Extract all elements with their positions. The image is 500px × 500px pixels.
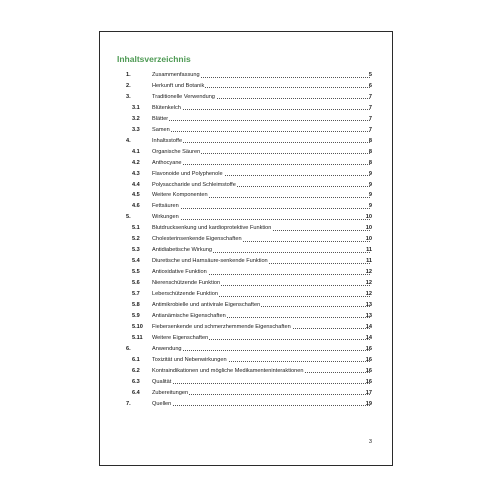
toc-entry-page: 7 — [368, 115, 372, 122]
toc-entry — [100, 399, 392, 409]
toc-entry-label-wrap — [152, 81, 370, 91]
toc-entry-label-wrap — [152, 169, 370, 179]
toc-entry-page: 10 — [365, 225, 372, 232]
toc-entry-number: 6.2 — [132, 367, 140, 374]
toc-entry-number: 4.1 — [132, 148, 140, 155]
toc-entry-label: Toxizität und Nebenwirkungen — [152, 356, 227, 363]
toc-entry-label-wrap — [152, 136, 370, 146]
toc-entry-page: 8 — [368, 159, 372, 166]
toc-entry-label-wrap — [152, 147, 370, 157]
toc-entry-number: 5.2 — [132, 236, 140, 243]
toc-entry-page: 12 — [365, 280, 372, 287]
toc-entry-label-wrap — [152, 322, 370, 332]
toc-leader-dots — [152, 131, 370, 132]
toc-entry-label: Fettsäuren — [152, 203, 179, 210]
toc-entry-label: Antidiabetische Wirkung — [152, 247, 213, 254]
toc-entry-label-wrap — [152, 399, 370, 409]
toc-entry-number: 5.9 — [132, 312, 140, 319]
toc-entry-label-wrap — [152, 125, 370, 135]
toc-entry-label-wrap — [152, 212, 370, 222]
toc-entry-label: Antioxidative Funktion — [152, 269, 207, 276]
toc-entry-label-wrap — [152, 256, 370, 266]
toc-entry-label: Blütenkelch — [152, 104, 181, 111]
toc-entry-label-wrap — [152, 300, 370, 310]
toc-entry-label-wrap — [152, 355, 370, 365]
toc-entry-label: Samen — [152, 126, 170, 133]
toc-entry — [100, 234, 392, 244]
toc-entry-page: 12 — [365, 291, 372, 297]
toc-entry-number: 5. — [126, 214, 131, 221]
toc-entry-label: Zusammenfassung — [152, 72, 200, 78]
toc-entry — [100, 388, 392, 398]
toc-entry — [100, 278, 392, 288]
toc-entry-page: 7 — [368, 104, 372, 111]
toc-entry-number: 5.11 — [132, 334, 143, 341]
page-number: 3 — [368, 439, 372, 445]
toc-entry — [100, 103, 392, 113]
toc-entry-number: 5.1 — [132, 225, 140, 232]
toc-entry-label: Leberschützende Funktion — [152, 291, 218, 297]
toc-entry-page: 10 — [365, 236, 372, 243]
toc-leader-dots — [152, 208, 370, 209]
toc-entry-number: 5.7 — [132, 291, 140, 297]
toc-entry-label: Qualität — [152, 378, 172, 385]
toc-entry-label-wrap — [152, 158, 370, 168]
toc-entry-number: 3.3 — [132, 126, 140, 133]
toc-entry-label-wrap — [152, 245, 370, 255]
toc-entry-number: 5.3 — [132, 247, 140, 254]
toc-entry-label-wrap — [152, 114, 370, 124]
toc-leader-dots — [152, 120, 370, 121]
toc-entry — [100, 311, 392, 321]
toc-entry — [100, 344, 392, 354]
toc-entry-number: 6.4 — [132, 389, 140, 396]
toc-entry — [100, 190, 392, 200]
toc-entry-page: 7 — [368, 126, 372, 133]
toc-entry-number: 4.2 — [132, 159, 140, 166]
toc-entry-label: Antianämische Eigenschaften — [152, 312, 226, 319]
toc-entry-page: 9 — [368, 170, 372, 177]
toc-entry-page: 9 — [368, 181, 372, 188]
toc-entry — [100, 245, 392, 255]
toc-entry-page: 16 — [365, 345, 372, 352]
toc-entry-label: Traditionelle Verwendung — [152, 93, 215, 100]
toc-entry-label-wrap — [152, 311, 370, 321]
toc-entry-label: Herkunft und Botanik — [152, 82, 205, 89]
toc-entry — [100, 70, 392, 80]
toc-entry-page: 9 — [368, 192, 372, 199]
toc-leader-dots — [152, 142, 370, 143]
toc-entry-number: 5.4 — [132, 258, 140, 265]
toc-entry-label: Anthocyane — [152, 159, 182, 166]
toc-entry-label: Diuretische und Harnsäure-senkende Funktion — [152, 258, 268, 265]
toc-entry-label: Flavonoide und Polyphenole — [152, 170, 223, 177]
toc-entry-label-wrap — [152, 388, 370, 398]
toc-entry-label-wrap — [152, 234, 370, 244]
toc-entry-label-wrap — [152, 267, 370, 277]
toc-entry-label-wrap — [152, 289, 370, 299]
toc-entry-number: 4.5 — [132, 192, 140, 199]
toc-entry — [100, 289, 392, 299]
toc-entry-number: 4.4 — [132, 181, 140, 188]
toc-entry-label-wrap — [152, 103, 370, 113]
toc-entry — [100, 355, 392, 365]
toc-entry-number: 3.2 — [132, 115, 140, 122]
toc-entry-label-wrap — [152, 180, 370, 190]
toc-entry-label-wrap — [152, 70, 370, 80]
toc-entry — [100, 256, 392, 266]
toc-entry-label: Anwendung — [152, 345, 182, 352]
toc-entry-number: 6.1 — [132, 356, 140, 363]
toc-entry — [100, 180, 392, 190]
toc-entry-page: 13 — [365, 312, 372, 319]
toc-entry-label: Blutdrucksenkung und kardioprotektive Funktion — [152, 225, 272, 232]
toc-entry-label: Quellen — [152, 400, 172, 407]
toc-entry — [100, 300, 392, 310]
toc-entry-label: Blätter — [152, 115, 169, 122]
toc-entry-label: Weitere Eigenschaften — [152, 334, 209, 341]
document-page — [99, 31, 393, 466]
toc-entry-page: 7 — [368, 93, 372, 100]
toc-entry-page: 14 — [365, 334, 372, 341]
toc-entry-label: Cholesterinsenkende Eigenschaften — [152, 236, 242, 243]
toc-entry-number: 7. — [126, 400, 131, 407]
toc-entry — [100, 92, 392, 102]
toc-entry-number: 4.3 — [132, 170, 140, 177]
toc-title: Inhaltsverzeichnis — [117, 54, 191, 64]
toc-entry — [100, 169, 392, 179]
toc-entry-label: Antimikrobielle und antivirale Eigenschaften — [152, 301, 261, 308]
toc-entry-label-wrap — [152, 201, 370, 211]
toc-entry-page: 10 — [365, 214, 372, 221]
toc-entry-label: Kontraindikationen und mögliche Medikamenteninteraktionen — [152, 367, 304, 374]
toc-entry-page: 12 — [365, 269, 372, 276]
toc-entry-label-wrap — [152, 366, 370, 376]
toc-entry-label: Weitere Komponenten — [152, 192, 208, 199]
toc-entry-page: 6 — [368, 82, 372, 89]
toc-leader-dots — [152, 383, 370, 384]
toc-entry-number: 5.8 — [132, 301, 140, 308]
toc-leader-dots — [152, 219, 370, 220]
toc-leader-dots — [152, 350, 370, 351]
toc-entry — [100, 212, 392, 222]
toc-entry-label-wrap — [152, 377, 370, 387]
toc-entry-page: 19 — [365, 400, 372, 407]
toc-entry-label: Nierenschützende Funktion — [152, 280, 221, 287]
toc-entry-label: Polysaccharide und Schleimstoffe — [152, 181, 236, 188]
toc-entry-page: 11 — [366, 247, 372, 254]
toc-entry-label-wrap — [152, 333, 370, 343]
toc-entry — [100, 136, 392, 146]
toc-entry-page: 17 — [365, 389, 372, 396]
toc-entry — [100, 333, 392, 343]
toc-entry-number: 1. — [126, 72, 131, 78]
toc-entry-label: Fiebersenkende und schmerzhemmende Eigenschaften — [152, 323, 291, 330]
toc-entry — [100, 114, 392, 124]
toc-entry-label-wrap — [152, 278, 370, 288]
toc-entry-number: 5.6 — [132, 280, 140, 287]
toc-entry — [100, 223, 392, 233]
toc-entry-page: 16 — [365, 356, 372, 363]
toc-entry-page: 16 — [365, 378, 372, 385]
toc-entry-label: Inhaltsstoffe — [152, 137, 183, 144]
toc-entry-label-wrap — [152, 190, 370, 200]
toc-entry — [100, 147, 392, 157]
toc-entry-page: 9 — [368, 203, 372, 210]
toc-entry-number: 4.6 — [132, 203, 140, 210]
toc-entry — [100, 267, 392, 277]
toc-entry-page: 14 — [365, 323, 372, 330]
toc-entry — [100, 322, 392, 332]
toc-entry-label-wrap — [152, 92, 370, 102]
toc-entry-number: 5.10 — [132, 323, 143, 330]
toc-entry-number: 3.1 — [132, 104, 140, 111]
toc-entry — [100, 158, 392, 168]
toc-entry-page: 16 — [365, 367, 372, 374]
toc-entry-page: 5 — [368, 72, 372, 78]
toc-entry — [100, 125, 392, 135]
toc-entry-page: 8 — [368, 148, 372, 155]
toc-entry-number: 5.5 — [132, 269, 140, 276]
toc-entry — [100, 377, 392, 387]
toc-entry-page: 8 — [368, 137, 372, 144]
toc-leader-dots — [152, 405, 370, 406]
toc-entry — [100, 201, 392, 211]
toc-entry-number: 6. — [126, 345, 131, 352]
toc-entry-label: Zubereitungen — [152, 389, 189, 396]
toc-entry — [100, 81, 392, 91]
toc-entry-page: 13 — [365, 301, 372, 308]
toc-entry-number: 2. — [126, 82, 131, 89]
toc-entry — [100, 366, 392, 376]
toc-entry-page: 11 — [366, 258, 372, 265]
toc-entry-label: Wirkungen — [152, 214, 179, 221]
toc-entry-label: Organische Säuren — [152, 148, 201, 155]
toc-entry-label-wrap — [152, 344, 370, 354]
toc-entry-number: 6.3 — [132, 378, 140, 385]
toc-leader-dots — [152, 109, 370, 110]
toc-entry-label-wrap — [152, 223, 370, 233]
toc-entry-number: 3. — [126, 93, 131, 100]
toc-entry-number: 4. — [126, 137, 131, 144]
toc-leader-dots — [152, 164, 370, 165]
